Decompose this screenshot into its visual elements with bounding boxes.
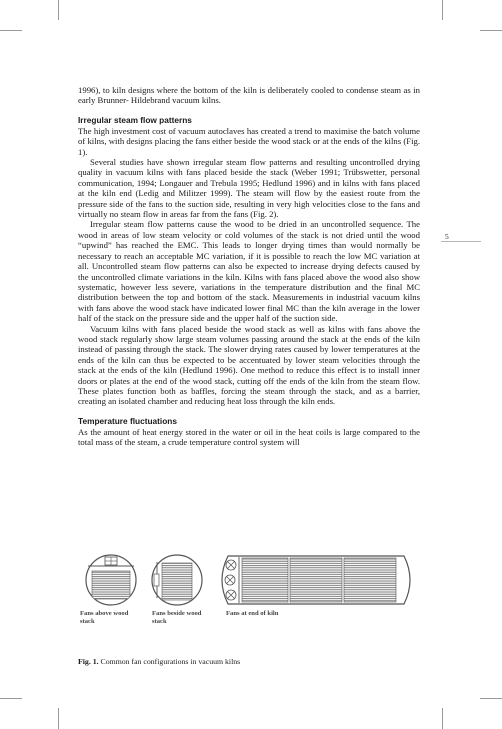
kiln-fans-end [222,556,410,604]
paragraph: Several studies have shown irregular steam flow patterns and resulting uncontrolled drying quality in vacuum kilns with fans placed beside the stack (Weber 1991; Trübswetter, personal communication, 1994; Longauer and Trebula 1995; Hedlund 1996) and in kilns with fans placed at the kiln end (Ledig and Militzer 1999). The steam will flow by the easiest route from the pressure side of the fans to the suction side, resulting in very high velocities close to the fans and virtually no steam flow in areas far from the fans (Fig. 2). [78,157,420,220]
fan-icon [226,560,236,570]
crop-mark [442,708,443,729]
section-heading: Temperature fluctuations [78,415,177,426]
page-number: 5 [445,232,449,241]
paragraph: The high investment cost of vacuum autoclaves has created a trend to maximise the batch volume of kilns, with designs placing the fans either beside the wood stack or at the ends of the kilns (Fig. 1). [78,125,420,157]
margin-rule [441,241,481,242]
crop-mark [58,708,59,729]
crop-mark [0,30,22,31]
label-line: stack [152,618,167,625]
crop-mark [58,0,59,20]
crop-mark [442,0,443,20]
crop-mark [480,30,502,31]
label-line: Fans beside wood [152,610,202,617]
crop-mark [0,698,22,699]
caption-label: Fig. 1. [78,657,99,666]
section-heading: Irregular steam flow patterns [78,114,192,125]
kiln-fans-above [86,555,136,605]
figure-kiln-configurations [78,554,420,659]
figure-caption [78,657,240,666]
paragraph: Irregular steam flow patterns cause the wood to be dried in an uncontrolled sequence. The wood in areas of low steam velocity or cold volumes of the stack is not dried until the wood “upwind” has reached the EMC. This leads to longer drying times than would normally be necessary to reach an acceptable MC variation, if it is possible to reach the low MC variation at all. Uncontrolled steam flow patterns can also be expected to increase drying defects caused by the uncontrolled climate variations in the kiln. Kilns with fans placed above the wood also show systematic, however less severe, variations in the temperature distribution and the final MC distribution between the top and bottom of the stack. Measurements in industrial vacuum kilns with fans above the wood stack have indicated lower final MC than the kiln average in the lower half of the stack on the pressure side and the upper half of the suction side. [78,219,420,324]
paragraph: As the amount of heat energy stored in the water or oil in the heat coils is large compared to the total mass of the steam, a crude temperature control system will [78,426,420,448]
fan-icon [226,590,236,600]
caption-text: Common fan configurations in vacuum kilns [98,657,241,666]
body-text [78,85,420,448]
kiln-fans-beside [152,555,202,605]
label-fans-above [80,610,128,626]
label-line: Fans above wood [80,610,129,617]
fan-icon [225,575,235,585]
kiln-diagram [78,554,420,659]
label-line: stack [80,618,95,625]
crop-mark [480,698,502,699]
label-fans-beside [152,610,201,626]
paragraph: 1996), to kiln designs where the bottom of the kiln is deliberately cooled to condense steam as in early Brunner- Hildebrand vacuum kilns. [78,85,420,106]
paragraph: Vacuum kilns with fans placed beside the wood stack as well as kilns with fans above the wood stack regularly show large steam volumes passing around the stack at the ends of the kiln instead of passing through the stack. The slower drying rates caused by lower temperatures at the ends of the kiln can thus be expected to be accentuated by lower steam velocities through the stack at the ends of the kiln (Hedlund 1996). One method to reduce this effect is to install inner doors or plates at the end of the wood stack, cutting off the ends of the kiln from the steam flow. These plates function both as baffles, forcing the steam through the stack, and as a barrier, creating an isolated chamber and reducing heat loss through the kiln ends. [78,323,420,407]
label-fans-end: Fans at end of kiln [226,610,279,617]
